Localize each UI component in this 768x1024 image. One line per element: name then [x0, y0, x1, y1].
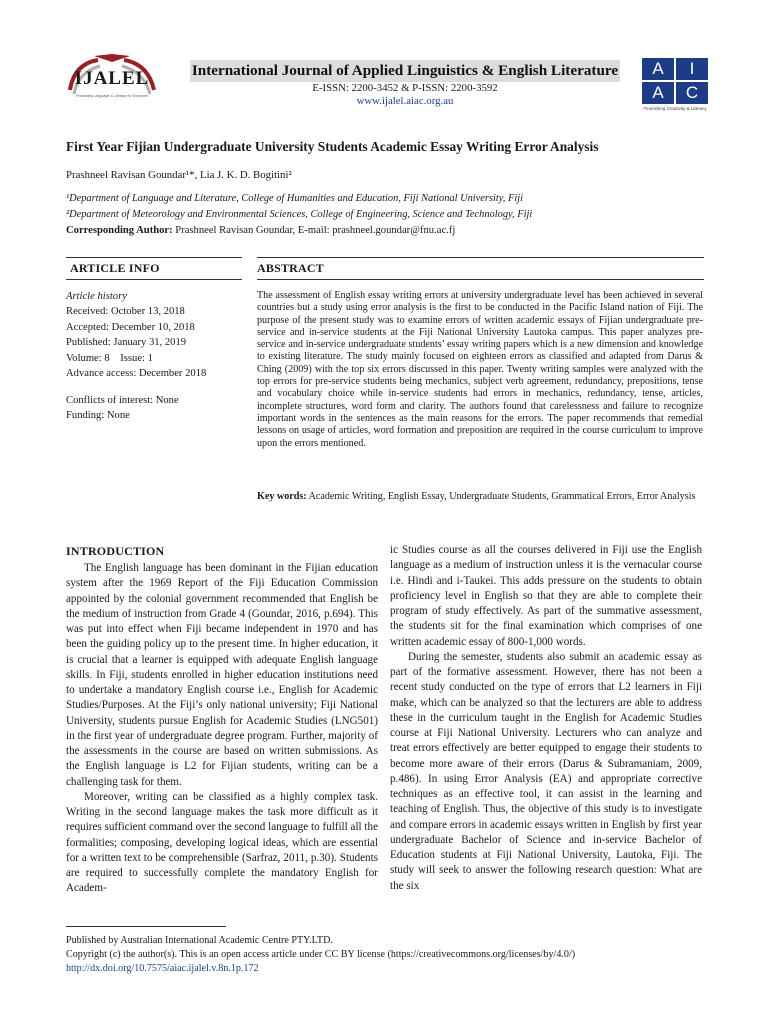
- aiac-letter: I: [676, 58, 708, 80]
- abstract-top-rule: [257, 257, 704, 258]
- corresponding-author-label: Corresponding Author:: [66, 225, 173, 236]
- published-date: Published: January 31, 2019: [66, 337, 187, 349]
- accepted-date: Accepted: December 10, 2018: [66, 321, 195, 333]
- article-info-bottom-rule: [66, 279, 242, 280]
- author-list: Prashneel Ravisan Goundar¹*, Lia J. K. D. Bogitini²: [66, 169, 292, 181]
- body-column-left: [66, 561, 378, 897]
- aiac-letter: C: [676, 82, 708, 104]
- aiac-logo-grid: [642, 58, 708, 104]
- footer-rule: [66, 926, 226, 927]
- abstract-body: The assessment of English essay writing errors at university undergraduate level has been achieved in several countries but a study using error analysis is the first to be conducted in the Pacific Island nation of Fiji. The purpose of the present study was to examine errors of written academic essays of Fijian undergraduate pre-service and in-service students at the Fiji National University Lautoka campus. This paper analyzes pre-service and in-service undergraduate students’ essay writing papers which is a new dimension and knowledge to existing literature. The study mainly focused on eighteen errors as classified and adapted from Darus & Ching (2009) with the top six errors discussed in this paper. Twenty writing samples were analyzed with the top errors for pre-service students being mechanics, subject verb agreement, redundancy, prepositions, tense and vocabulary choice while in-service students had errors in mechanics, redundancy, tense, articles, incomplete structures, word form and clarity. The authors found that carelessness and failure to recognize important words in the sentences as the main reasons for the errors. The paper recommends that remedial lessons on usage of articles, word formation and preposition are required in the course curriculum to improve upon the errors mentioned.: [257, 290, 703, 449]
- aiac-logo-tagline: Flourishing Creativity & Literacy: [643, 106, 707, 111]
- article-history: [66, 289, 242, 381]
- ijalel-logo-tagline: Promoting Language & Literacy for Everyone: [76, 94, 148, 98]
- keywords-list: Academic Writing, English Essay, Undergraduate Students, Grammatical Errors, Error Analysis: [306, 491, 696, 502]
- issn-line: E-ISSN: 2200-3452 & P-ISSN: 2200-3592: [312, 82, 498, 94]
- article-info-top-rule: [66, 257, 242, 258]
- journal-title: International Journal of Applied Linguistics & English Literature: [191, 62, 619, 79]
- aiac-letter: A: [642, 58, 674, 80]
- paper-title: First Year Fijian Undergraduate University Students Academic Essay Writing Error Analysis: [66, 139, 599, 154]
- article-history-label: Article history: [66, 291, 127, 302]
- keywords-label: Key words:: [257, 491, 307, 502]
- ijalel-logo-text: IJALEL: [74, 68, 150, 89]
- introduction-heading: INTRODUCTION: [66, 544, 165, 558]
- corresponding-author-details: Prashneel Ravisan Goundar, E-mail: prashneel.goundar@fnu.ac.fj: [172, 225, 456, 236]
- funding: Funding: None: [66, 410, 130, 422]
- corresponding-author: [66, 224, 455, 238]
- publisher-line: Published by Australian International Academic Centre PTY.LTD.: [66, 935, 333, 946]
- page-footer: [66, 934, 706, 976]
- aiac-letter: A: [642, 82, 674, 104]
- body-column-right: [390, 543, 702, 894]
- journal-website-link[interactable]: www.ijalel.aiac.org.au: [356, 95, 454, 107]
- paragraph: ic Studies course as all the courses delivered in Fiji use the English language as a medium of instruction unless it is the vernacular course i.e. Hindi and i-Taukei. This adds pressure on the students to obtain proficiency level in English so that they are able to complete their program of study effectively. As part of the summative assessment, the students sit for the final examination which comprises of one written academic essay of 800-1,000 words.: [390, 544, 702, 648]
- affiliation-2: ²Department of Meteorology and Environmental Sciences, College of Engineering, Science and Technology, Fiji: [66, 209, 533, 220]
- copyright-line: Copyright (c) the author(s). This is an open access article under CC BY license (https://creativecommons.org/licenses/by/4.0/): [66, 949, 576, 961]
- article-declarations: [66, 393, 242, 424]
- abstract-bottom-rule: [257, 279, 704, 280]
- volume-issue: Volume: 8 Issue: 1: [66, 352, 153, 364]
- advance-access: Advance access: December 2018: [66, 368, 207, 380]
- aiac-logo-icon: [642, 58, 708, 116]
- keywords: [257, 490, 703, 503]
- paragraph: The English language has been dominant in the Fijian education system after the 1969 Report of the Fiji Education Commission appointed by the colonial government recommended that English be the medium of instruction from Grade 4 (Goundar, 2016, p.694). This was put into effect when Fiji became independent in 1970 and has been the guiding policy up to the present time. In higher education, it is crucial that a learner is equipped with adequate English language skills. In Fiji, students enrolled in higher education institutions need to undertake a mandatory English course i.e., English for Academic Studies/Purposes. At the Fiji’s only national university; Fiji National University, students pursue English for Academic Studies (LNG501) in the first year of undergraduate degree program. Further, majority of the assessments in the course are based on written submissions. As the English language is L2 for Fijian students, writing can be a challenging task for them.: [66, 562, 378, 788]
- article-info-heading: ARTICLE INFO: [70, 261, 160, 275]
- paragraph: Moreover, writing can be classified as a highly complex task. Writing in the second language makes the task more difficult as it requires sufficient command over the second language to fulfill all the formalities; composing, developing logical ideas, which are essential for a written text to be comprehensible (Sarfraz, 2011, p.30). Students are required to successfully complete the mandatory English for Academ-: [66, 790, 378, 895]
- affiliation-1: ¹Department of Language and Literature, College of Humanities and Education, Fiji National University, Fiji: [66, 193, 523, 204]
- abstract-heading: ABSTRACT: [257, 261, 324, 275]
- doi-link[interactable]: http://dx.doi.org/10.7575/aiac.ijalel.v.8n.1p.172: [66, 963, 259, 975]
- conflicts-of-interest: Conflicts of interest: None: [66, 395, 179, 406]
- ijalel-logo-icon: [64, 54, 160, 112]
- paragraph: During the semester, students also submit an academic essay as part of the formative assessment. However, there has not been a recent study conducted on the type of errors that L2 learners in Fiji make, which can be analyzed so that the lecturers are able to address these in the curriculum taught in the English for Academic Studies course at Fiji National University. Lecturers who can analyze and treat errors effectively are better equipped to engage their students to become more aware of their errors (Darus & Subramaniam, 2009, p.486). In using Error Analysis (EA) and appropriate corrective techniques as an effective tool, it can assist in the learning and teaching of English. Thus, the objective of this study is to investigate and compare errors in academic essays written in English by first year undergraduate Bachelor of Science and in-service Bachelor of Education students at Fiji National University, Lautoka, Fiji. The study will seek to answer the following research question: What are the six: [390, 650, 702, 892]
- received-date: Received: October 13, 2018: [66, 306, 185, 318]
